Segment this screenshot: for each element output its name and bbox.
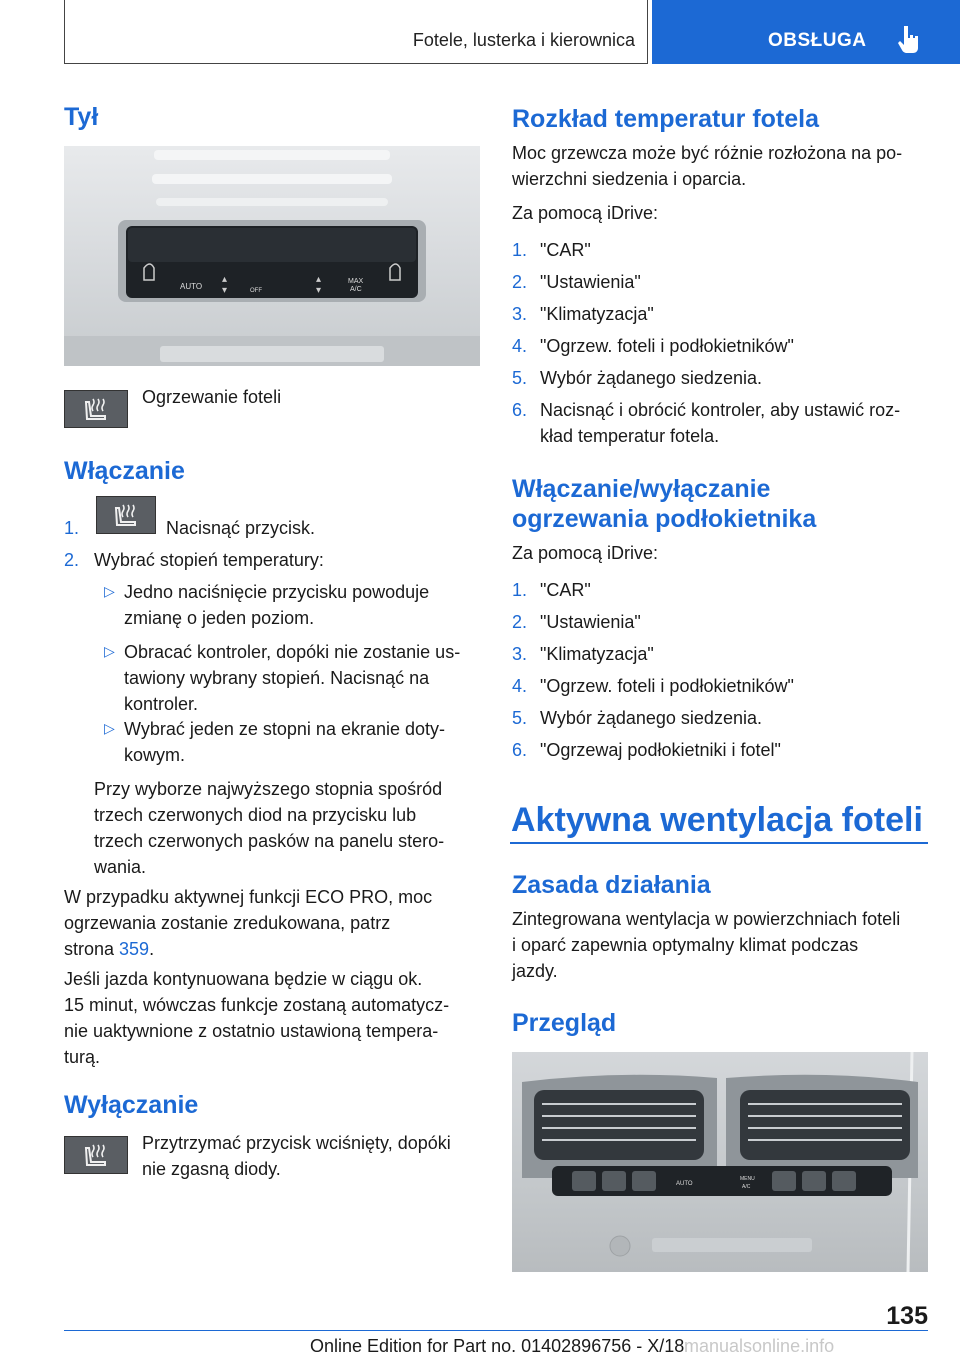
section-tab[interactable] [652,0,960,64]
list-number: 1. [512,240,528,260]
heading-przeglad: Przegląd [512,1009,617,1037]
list-item: "Ogrzew. foteli i podłokietników" [540,336,794,356]
off-line: Przytrzymać przycisk wciśnięty, dopóki [142,1133,451,1153]
bullet-line: tawiony wybrany stopień. Nacisnąć na [124,668,430,688]
dashboard-vents-photo [512,1052,928,1272]
eco-page-ref-line [64,936,154,962]
dash-menu-label: MENU [740,1176,755,1182]
eco-line: W przypadku aktywnej funkcji ECO PRO, moc [64,887,433,907]
heading-podlokietnik-line2: ogrzewania podłokietnika [512,505,817,533]
heading-tyl: Tył [64,103,99,131]
heading-wentylacja: Aktywna wentylacja foteli [511,801,923,839]
list-item: Wybór żądanego siedzenia. [540,368,762,388]
auto-line: Jeśli jazda kontynuowana będzie w ciągu ok. [64,969,423,989]
pointing-hand-icon [896,24,922,54]
svg-text:▴: ▴ [316,274,322,285]
seat-heating-icon [64,390,128,428]
list-number: 4. [512,336,528,356]
list-item: "CAR" [540,240,591,260]
list-number: 3. [512,304,528,324]
eco-line: ogrzewania zostanie zredukowana, patrz [64,913,391,933]
bullet-triangle-icon: ▷ [104,643,115,659]
svg-text:▴: ▴ [222,274,228,285]
list-number: 1. [512,580,528,600]
eco-line-text: strona [64,939,120,959]
section-tab-label: OBSŁUGA [768,30,867,51]
panel-ac-label: A/C [350,286,362,293]
heading-wylaczanie: Wyłączanie [64,1091,199,1119]
list-item: "Klimatyzacja" [540,304,654,324]
panel-off-label: OFF [250,288,262,294]
idrive-label: Za pomocą iDrive: [512,543,659,563]
bullet-line: kontroler. [124,694,199,714]
heading-rule [510,842,928,844]
bullet-line: Obracać kontroler, dopóki nie zostanie us- [124,642,461,662]
list-item: "CAR" [540,580,591,600]
bullet-line: zmianę o jeden poziom. [124,608,315,628]
note-line: trzech czerwonych diod na przycisku lub [94,805,417,825]
svg-text:▾: ▾ [222,285,228,296]
svg-text:▾: ▾ [316,285,322,296]
eco-line-end: . [149,939,155,959]
heading-podlokietnik-line1: Włączanie/wyłączanie [512,475,771,503]
list-item: "Ogrzewaj podłokietniki i fotel" [540,740,781,760]
edition-text: Online Edition for Part no. 01402896756 - X/18 [310,1336,685,1356]
note-line: wania. [94,857,147,877]
chapter-title: Fotele, lusterka i kierownica [412,30,635,50]
zasada-line: i oparć zapewnia optymalny klimat podczas [512,935,859,955]
list-item-continued: kład temperatur fotela. [540,426,720,446]
heading-zasada: Zasada działania [512,871,711,899]
bullet-line: Wybrać jeden ze stopni na ekranie doty- [124,719,446,739]
dash-ac-label: A/C [742,1184,751,1190]
bullet-line: Jedno naciśnięcie przycisku powoduje [124,582,430,602]
list-number: 2. [512,612,528,632]
step-number: 2. [64,550,80,570]
note-line: trzech czerwonych pasków na panelu stero- [94,831,445,851]
seat-heating-label: Ogrzewanie foteli [142,387,282,407]
idrive-label: Za pomocą iDrive: [512,203,659,223]
list-number: 2. [512,272,528,292]
page-number: 135 [886,1302,928,1330]
list-item: Nacisnąć i obrócić kontroler, aby ustawić roz- [540,400,901,420]
list-number: 5. [512,708,528,728]
auto-line: turą. [64,1047,101,1067]
chapter-header [64,0,648,64]
list-number: 6. [512,740,528,760]
dash-auto-label: AUTO [676,1181,693,1187]
rozklad-intro-line: Moc grzewcza może być różnie rozłożona na po- [512,143,903,163]
list-item: "Klimatyzacja" [540,644,654,664]
list-number: 6. [512,400,528,420]
step-number: 1. [64,518,80,538]
watermark: manualsonline.info [684,1336,835,1356]
page-ref-link[interactable]: 359 [119,939,150,959]
heading-wlaczanie: Włączanie [64,457,185,485]
rozklad-intro-line: wierzchni siedzenia i oparcia. [512,169,747,189]
heading-rozklad: Rozkład temperatur fotela [512,105,820,133]
auto-line: nie uaktywnione z ostatnio ustawioną tempera- [64,1021,439,1041]
bullet-triangle-icon: ▷ [104,583,115,599]
list-item: "Ustawienia" [540,612,641,632]
rear-climate-panel-photo [64,146,480,366]
bullet-line: kowym. [124,745,186,765]
note-line: Przy wyborze najwyższego stopnia spośród [94,779,443,799]
seat-heating-button-icon [96,496,156,534]
list-item: Wybór żądanego siedzenia. [540,708,762,728]
off-line: nie zgasną diody. [142,1159,281,1179]
list-item: "Ogrzew. foteli i podłokietników" [540,676,794,696]
list-item: "Ustawienia" [540,272,641,292]
footer-rule [64,1330,928,1331]
zasada-line: Zintegrowana wentylacja w powierzchniach foteli [512,909,901,929]
list-number: 4. [512,676,528,696]
step-text: Nacisnąć przycisk. [166,518,316,538]
panel-auto-label: AUTO [180,282,203,291]
panel-max-label: MAX [348,278,364,285]
zasada-line: jazdy. [512,961,558,981]
seat-heating-off-icon [64,1136,128,1174]
list-number: 3. [512,644,528,664]
bullet-triangle-icon: ▷ [104,720,115,736]
step-text: Wybrać stopień temperatury: [94,550,324,570]
auto-line: 15 minut, wówczas funkcje zostaną automatycz- [64,995,450,1015]
list-number: 5. [512,368,528,388]
